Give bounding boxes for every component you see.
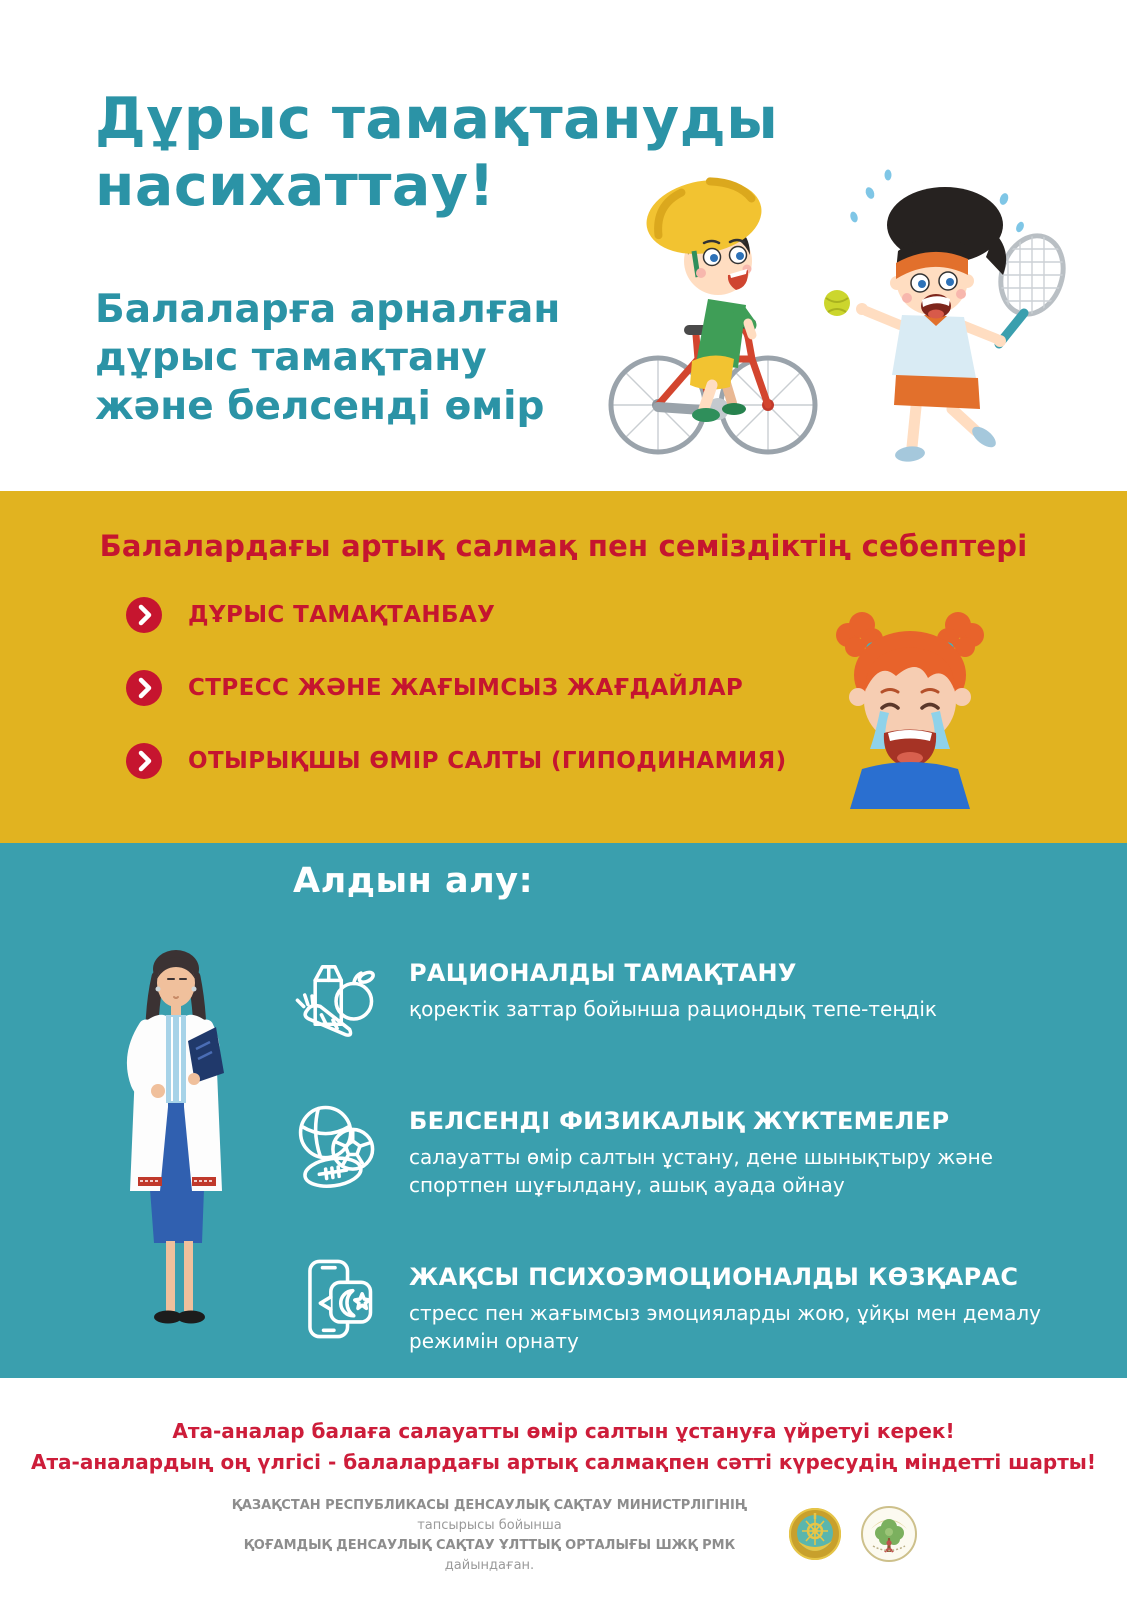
footer-ministry-name: ҚАЗАҚСТАН РЕСПУБЛИКАСЫ ДЕНСАУЛЫҚ САҚТАУ МИНИСТРЛІГІНІҢ <box>231 1498 748 1513</box>
page-subtitle <box>95 286 560 431</box>
prevention-list <box>287 947 1067 1355</box>
footer-line1-suffix: тапсырысы бойынша <box>417 1518 562 1534</box>
page-subtitle-line1: Балаларға арналған <box>95 287 561 332</box>
cause-label: ОТЫРЫҚШЫ ӨМІР САЛТЫ (ГИПОДИНАМИЯ) <box>188 748 787 774</box>
kids-cycling-and-tennis-illustration <box>600 163 1080 480</box>
tennis-racket-icon <box>991 228 1073 344</box>
prevention-item-title: РАЦИОНАЛДЫ ТАМАҚТАНУ <box>409 959 797 987</box>
page-title-line1: Дұрыс тамақтануды <box>95 86 779 152</box>
parent-advice <box>0 1416 1127 1478</box>
phone-sleep-mode-icon <box>287 1251 383 1347</box>
footer-line2-suffix: дайындаған. <box>444 1558 535 1574</box>
footer <box>0 1496 1127 1577</box>
page-subtitle-line2: дұрыс тамақтану <box>95 335 487 381</box>
crying-girl-illustration <box>800 595 1000 809</box>
milk-apple-carrot-icon <box>287 947 383 1043</box>
cause-item <box>126 670 787 706</box>
prevention-item-description: стресс пен жағымсыз эмоцияларды жою, ұйқы мен демалу режимін орнату <box>409 1301 1041 1353</box>
footer-credits-line1 <box>210 1496 770 1536</box>
tennis-ball-icon <box>824 290 850 316</box>
cause-label: ДҰРЫС ТАМАҚТАНБАУ <box>188 602 496 628</box>
prevention-item-text <box>409 1251 1049 1355</box>
causes-section <box>0 491 1127 843</box>
page-subtitle-line3: және белсенді өмір <box>95 383 545 429</box>
prevention-item-description: қоректік заттар бойынша рациондық тепе-теңдік <box>409 997 938 1021</box>
footer-center-name: ҚОҒАМДЫҚ ДЕНСАУЛЫҚ САҚТАУ ҰЛТТЫҚ ОРТАЛЫҒЫ ШЖҚ РМК <box>243 1538 736 1554</box>
parent-advice-line1: Ата-аналар балаға салауатты өмір салтын ұстануға үйретуі керек! <box>172 1419 955 1443</box>
chevron-right-icon <box>126 597 162 633</box>
prevention-item-title: БЕЛСЕНДІ ФИЗИКАЛЫҚ ЖҮКТЕМЕЛЕР <box>409 1107 950 1135</box>
sport-balls-icon <box>287 1095 383 1191</box>
causes-heading: Балалардағы артық салмақ пен семіздіктің себептері <box>99 529 1028 563</box>
public-health-center-logo <box>860 1505 918 1567</box>
prevention-item <box>287 1251 1067 1355</box>
prevention-item <box>287 947 1067 1043</box>
kazakhstan-emblem-logo <box>788 1507 842 1565</box>
prevention-section <box>0 843 1127 1378</box>
page-title-line2: насихаттау! <box>95 153 495 220</box>
prevention-item-text <box>409 947 937 1043</box>
prevention-item-description: салауатты өмір салтын ұстану, дене шынықтыру және спортпен шұғылдану, ашық ауада ойнау <box>409 1145 993 1197</box>
boy-tennis-illustration <box>824 170 1073 464</box>
cause-item <box>126 743 787 779</box>
cause-item <box>126 597 787 633</box>
prevention-item-title: ЖАҚСЫ ПСИХОЭМОЦИОНАЛДЫ КӨЗҚАРАС <box>409 1263 1019 1292</box>
footer-credits-line2 <box>210 1536 770 1576</box>
parent-advice-line2: Ата-аналардың оң үлгісі - балалардағы артық салмақпен сәтті күресудің міндетті шарты! <box>30 1450 1097 1474</box>
prevention-item-text <box>409 1095 1049 1199</box>
prevention-item <box>287 1095 1067 1199</box>
cause-label: СТРЕСС ЖӘНЕ ЖАҒЫМСЫЗ ЖАҒДАЙЛАР <box>188 675 744 701</box>
footer-credits <box>210 1496 770 1577</box>
prevention-heading: Алдын алу: <box>293 861 534 901</box>
boy-cyclist-illustration <box>611 171 815 452</box>
causes-list <box>126 597 787 779</box>
chevron-right-icon <box>126 670 162 706</box>
female-doctor-illustration <box>92 931 310 1357</box>
chevron-right-icon <box>126 743 162 779</box>
